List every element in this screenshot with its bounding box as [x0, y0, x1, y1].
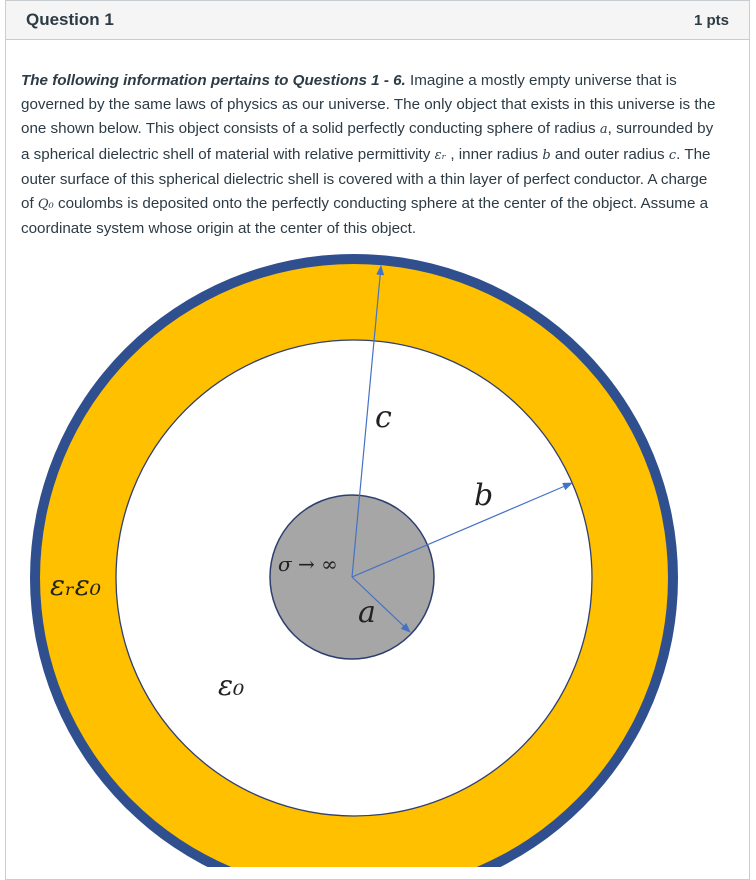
question-points: 1 pts	[693, 11, 729, 29]
var-b: b	[542, 147, 551, 163]
question-lead: The following information pertains to Questions 1 - 6.	[21, 72, 406, 89]
var-epsilon-r: εᵣ	[434, 147, 447, 163]
label-c: c	[375, 400, 392, 435]
text-part-4: and outer radius	[550, 145, 669, 163]
text-part-3: , inner radius	[446, 145, 543, 163]
label-dielectric-permittivity: εᵣε₀	[50, 569, 101, 602]
label-a: a	[358, 595, 376, 630]
text-part-1: Imagine a mostly empty universe that is governed by the same laws of physics as our universe. The only object that exists in this universe is the one shown below. This object consists of a solid perfectly conducting sphere of radius	[21, 72, 716, 138]
label-b: b	[474, 478, 494, 513]
var-c: c	[668, 147, 677, 163]
label-sigma-infinity: σ → ∞	[278, 552, 338, 576]
text-part-5: . The outer surface of this spherical dielectric shell is covered with a thin layer of perfect conductor. A charge of	[21, 145, 711, 213]
question-title: Question 1	[26, 10, 114, 29]
text-part-6: coulombs is deposited onto the perfectly conducting sphere at the center of the object. Assume a coordinate system whose origin at the center of this object.	[21, 195, 709, 238]
text-part-2: , surrounded by a spherical dielectric shell of material with relative permittivity	[21, 120, 714, 163]
label-vacuum-permittivity: ε₀	[218, 669, 245, 702]
var-q0: Q₀	[37, 197, 54, 213]
var-a: a	[599, 122, 608, 138]
